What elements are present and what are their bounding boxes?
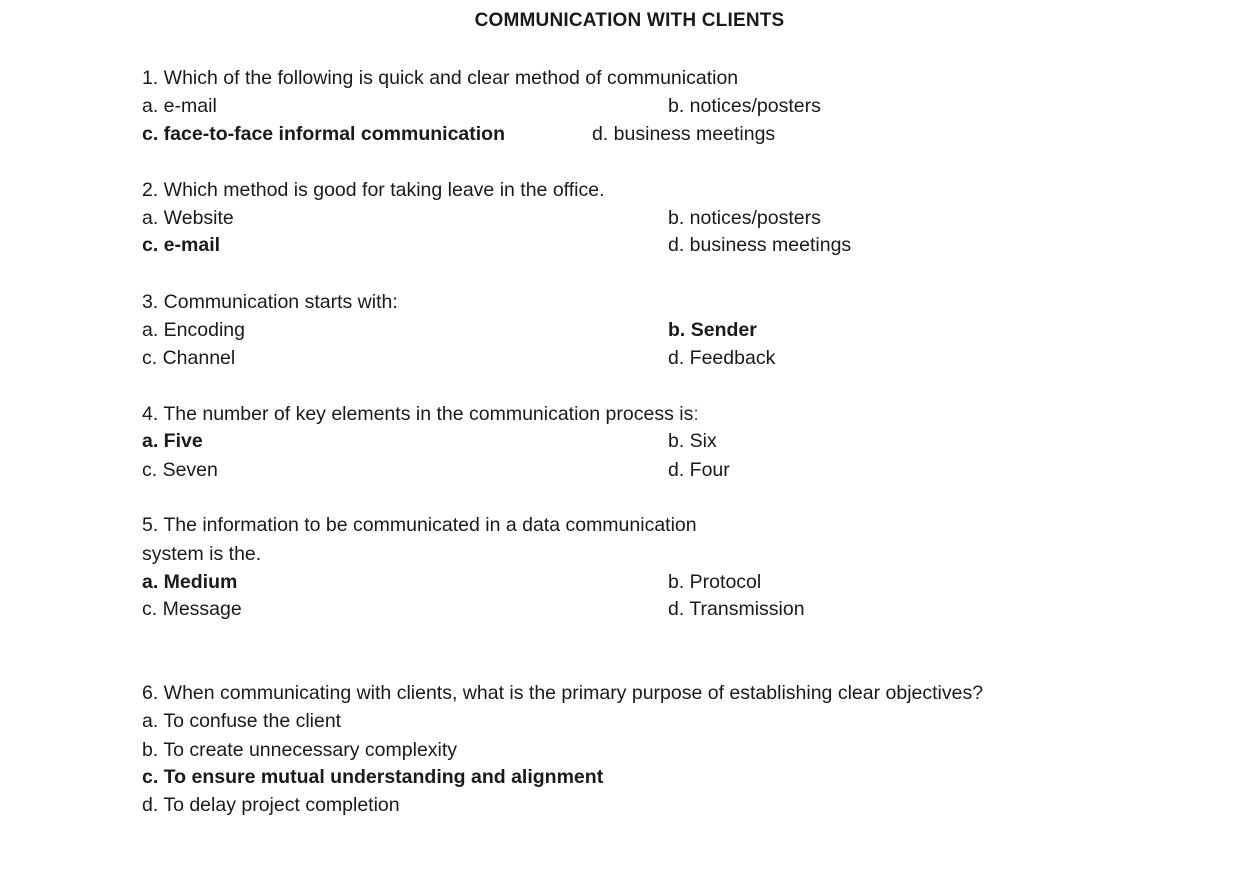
question-1-option-d: d. business meetings — [592, 123, 776, 145]
question-3-option-d: d. Feedback — [668, 347, 776, 369]
question-6-option-b: b. To create unnecessary complexity — [142, 739, 458, 761]
question-4-text — [142, 402, 699, 426]
question-2-text: 2. Which method is good for taking leave in the office. — [142, 179, 605, 201]
question-6-option-d: d. To delay project completion — [142, 794, 400, 816]
question-5-option-b: b. Protocol — [668, 571, 762, 593]
question-2-option-b: b. notices/posters — [668, 207, 821, 229]
question-1-text: 1. Which of the following is quick and clear method of communication — [142, 67, 739, 89]
question-5-option-a: a. Medium — [142, 571, 238, 593]
question-5-option-c: c. Message — [142, 598, 242, 620]
question-5-option-d: d. Transmission — [668, 598, 805, 620]
question-6-option-a: a. To confuse the client — [142, 710, 342, 732]
page-title: COMMUNICATION WITH CLIENTS — [474, 10, 785, 31]
question-3-option-c: c. Channel — [142, 347, 236, 369]
question-2-option-d: d. business meetings — [668, 234, 852, 256]
question-4-option-a: a. Five — [142, 430, 203, 452]
question-2-option-c: c. e-mail — [142, 234, 221, 256]
question-4-option-d: d. Four — [668, 459, 730, 481]
question-3-text: 3. Communication starts with: — [142, 291, 398, 313]
question-5-text-continued: system is the. — [142, 543, 262, 565]
question-1-option-a: a. e-mail — [142, 95, 217, 117]
question-3-option-a: a. Encoding — [142, 319, 245, 341]
question-1-option-b: b. notices/posters — [668, 95, 821, 117]
question-4-text-colon: : — [693, 403, 699, 425]
question-5-text: 5. The information to be communicated in a data communication — [142, 514, 697, 536]
question-4-text-main: 4. The number of key elements in the communication process is — [142, 403, 694, 425]
question-6-text: 6. When communicating with clients, what is the primary purpose of establishing clear objectives? — [142, 682, 984, 704]
question-4-option-b: b. Six — [668, 430, 717, 452]
question-2-option-a: a. Website — [142, 207, 234, 229]
question-3-option-b: b. Sender — [668, 319, 757, 341]
question-4-option-c: c. Seven — [142, 459, 218, 481]
question-1-option-c: c. face-to-face informal communication — [142, 123, 505, 145]
question-6-option-c: c. To ensure mutual understanding and alignment — [142, 766, 604, 788]
